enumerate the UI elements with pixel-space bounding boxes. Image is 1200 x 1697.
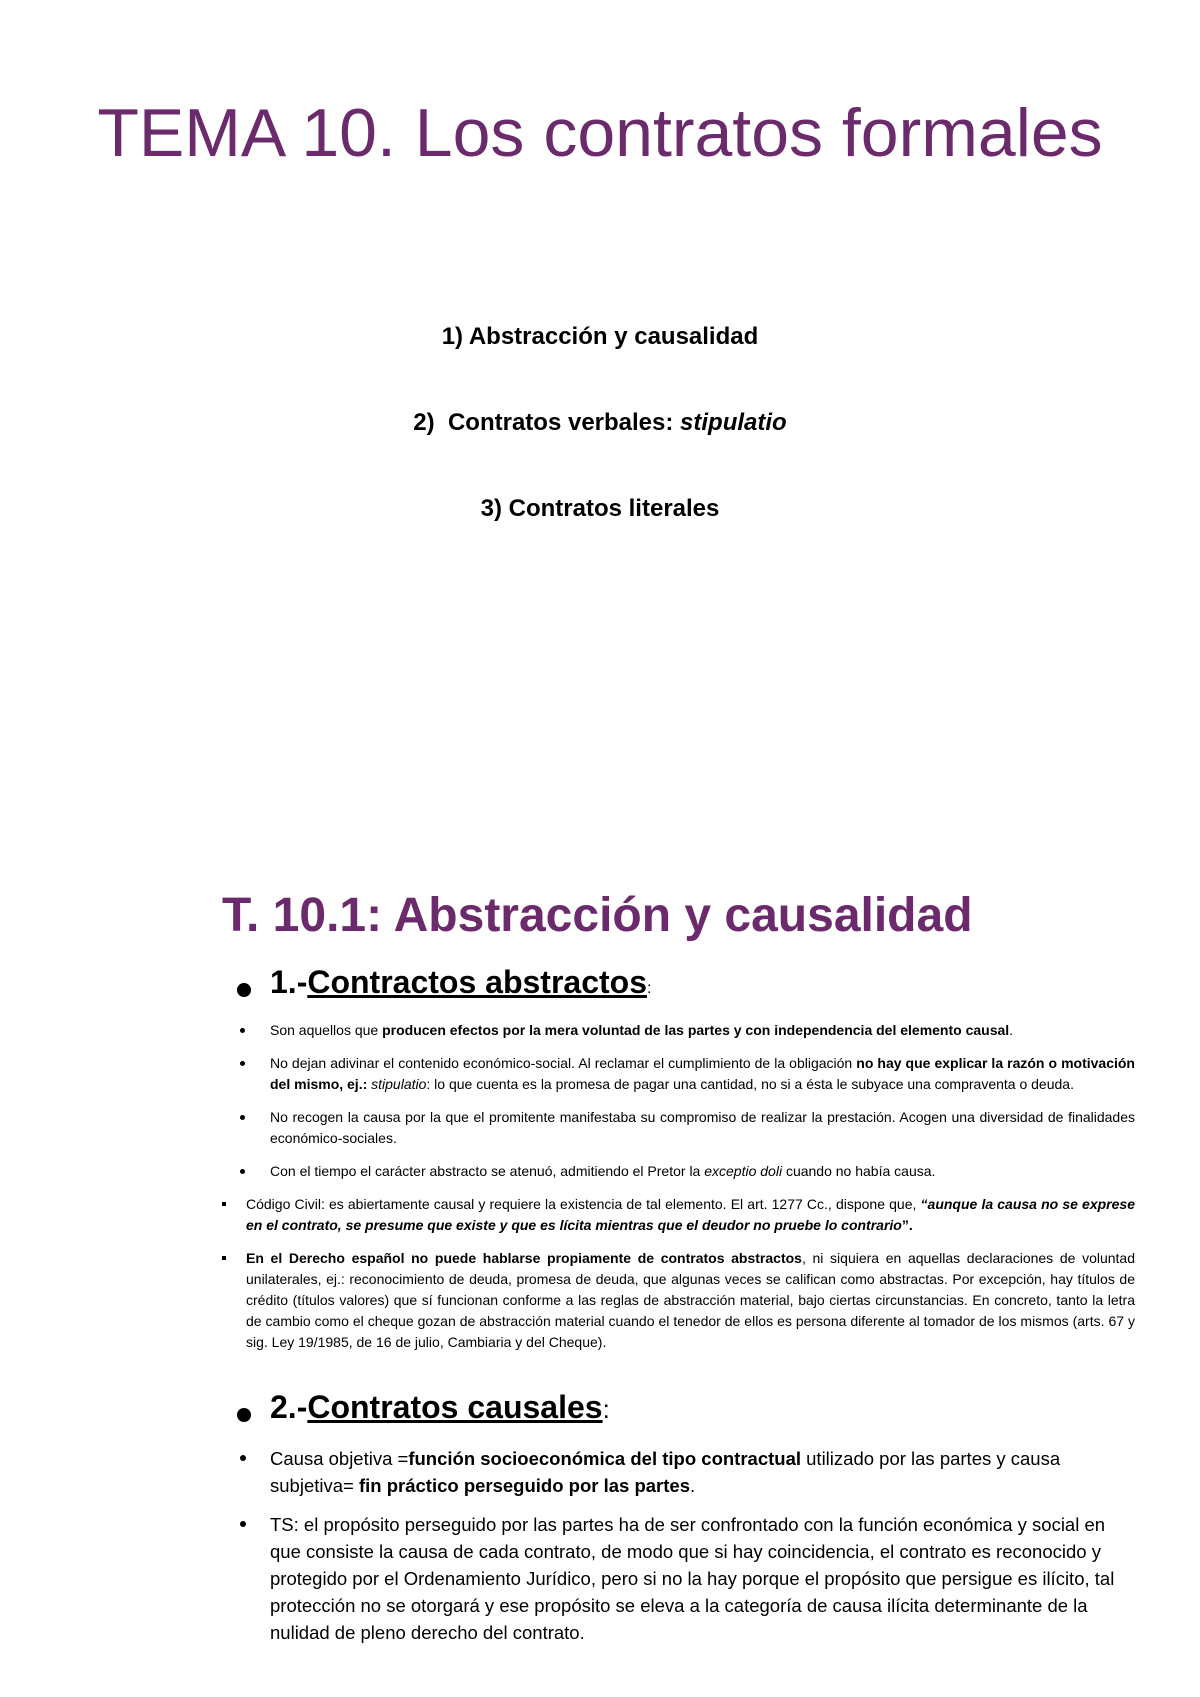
causal-list bbox=[240, 1445, 1135, 1658]
toc-number: 2) bbox=[413, 409, 435, 436]
causal-heading bbox=[270, 1389, 610, 1426]
bullet-icon bbox=[240, 1115, 245, 1120]
heading-suffix: : bbox=[646, 980, 652, 997]
main-title bbox=[0, 95, 1200, 171]
heading-text: Contractos abstractos bbox=[307, 964, 647, 1000]
list-item: No dejan adivinar el contenido económico-social. Al reclamar el cumplimiento de la obligación no hay que explicar la razón o motivación del mismo, ej.: stipulatio: lo que cuenta es la promesa de pagar una cantidad, no si a ésta le subyace una compraventa o deuda. bbox=[240, 1053, 1135, 1095]
bullet-icon bbox=[222, 1256, 226, 1260]
toc-text: Abstracción y causalidad bbox=[468, 323, 759, 350]
bullet-icon bbox=[240, 1521, 246, 1527]
list-item: Con el tiempo el carácter abstracto se atenuó, admitiendo el Pretor la exceptio doli cuando no había causa. bbox=[240, 1161, 1135, 1182]
section-title: T. 10.1: Abstracción y causalidad bbox=[222, 889, 973, 942]
toc-number: 3) bbox=[480, 495, 502, 522]
main-title-text: TEMA 10. Los contratos formales bbox=[97, 95, 1103, 171]
heading-text: Contratos causales bbox=[307, 1389, 603, 1425]
toc-number: 1) bbox=[441, 323, 464, 350]
heading-prefix: 1.- bbox=[270, 964, 308, 1000]
toc-item-2 bbox=[0, 409, 1200, 437]
list-item: Causa objetiva =función socioeconómica del tipo contractual utilizado por las partes y causa subjetiva= fin práctico perseguido por las partes. bbox=[240, 1445, 1135, 1499]
heading-suffix: : bbox=[602, 1394, 610, 1424]
bullet-icon bbox=[240, 1028, 245, 1033]
list-item: TS: el propósito perseguido por las partes ha de ser confrontado con la función económica y social en que consiste la causa de cada contrato, de modo que si hay coincidencia, el contrato es reconocido y protegido por el Ordenamiento Jurídico, pero si no la hay porque el propósito que persigue es ilícito, tal protección no se otorgará y ese propósito se eleva a la categoría de causa ilícita determinante de la nulidad de pleno derecho del contrato. bbox=[240, 1511, 1135, 1646]
bullet-icon bbox=[222, 1202, 226, 1206]
toc-italic: stipulatio bbox=[680, 409, 787, 436]
slide-abstraction bbox=[0, 840, 1200, 1697]
bullet-icon bbox=[237, 983, 251, 997]
list-item: No recogen la causa por la que el promitente manifestaba su compromiso de realizar la prestación. Acogen una diversidad de finalidades económico-sociales. bbox=[240, 1107, 1135, 1149]
list-item: En el Derecho español no puede hablarse propiamente de contratos abstractos, ni siquiera en aquellas declaraciones de voluntad unilaterales, ej.: reconocimiento de deuda, promesa de deuda, que algunas veces se califican como abstractas. Por excepción, hay títulos de crédito (títulos valores) que sí funcionan conforme a las reglas de abstracción material, bajo ciertas circunstancias. En concreto, tanto la letra de cambio como el cheque gozan de abstracción material cuando el tenedor de ellos es persona diferente al tomador de los mismos (arts. 67 y sig. Ley 19/1985, de 16 de julio, Cambiaria y del Cheque). bbox=[220, 1248, 1135, 1353]
bullet-icon bbox=[240, 1061, 245, 1066]
bullet-icon bbox=[240, 1169, 245, 1174]
abstract-list bbox=[240, 1020, 1135, 1365]
list-item: Son aquellos que producen efectos por la mera voluntad de las partes y con independencia del elemento causal. bbox=[240, 1020, 1135, 1041]
list-item: Código Civil: es abiertamente causal y requiere la existencia de tal elemento. El art. 1277 Cc., dispone que, “aunque la causa no se exprese en el contrato, se presume que existe y que es lícita mientras que el deudor no pruebe lo contrario”. bbox=[220, 1194, 1135, 1236]
heading-prefix: 2.- bbox=[270, 1389, 308, 1425]
slide-title bbox=[0, 0, 1200, 840]
bullet-icon bbox=[240, 1455, 246, 1461]
toc-item-3 bbox=[0, 495, 1200, 523]
abstract-heading bbox=[270, 964, 651, 1001]
toc-item-1 bbox=[0, 323, 1200, 351]
toc-text: Contratos verbales: bbox=[447, 409, 674, 436]
bullet-icon bbox=[237, 1408, 251, 1422]
toc-text: Contratos literales bbox=[508, 495, 720, 522]
